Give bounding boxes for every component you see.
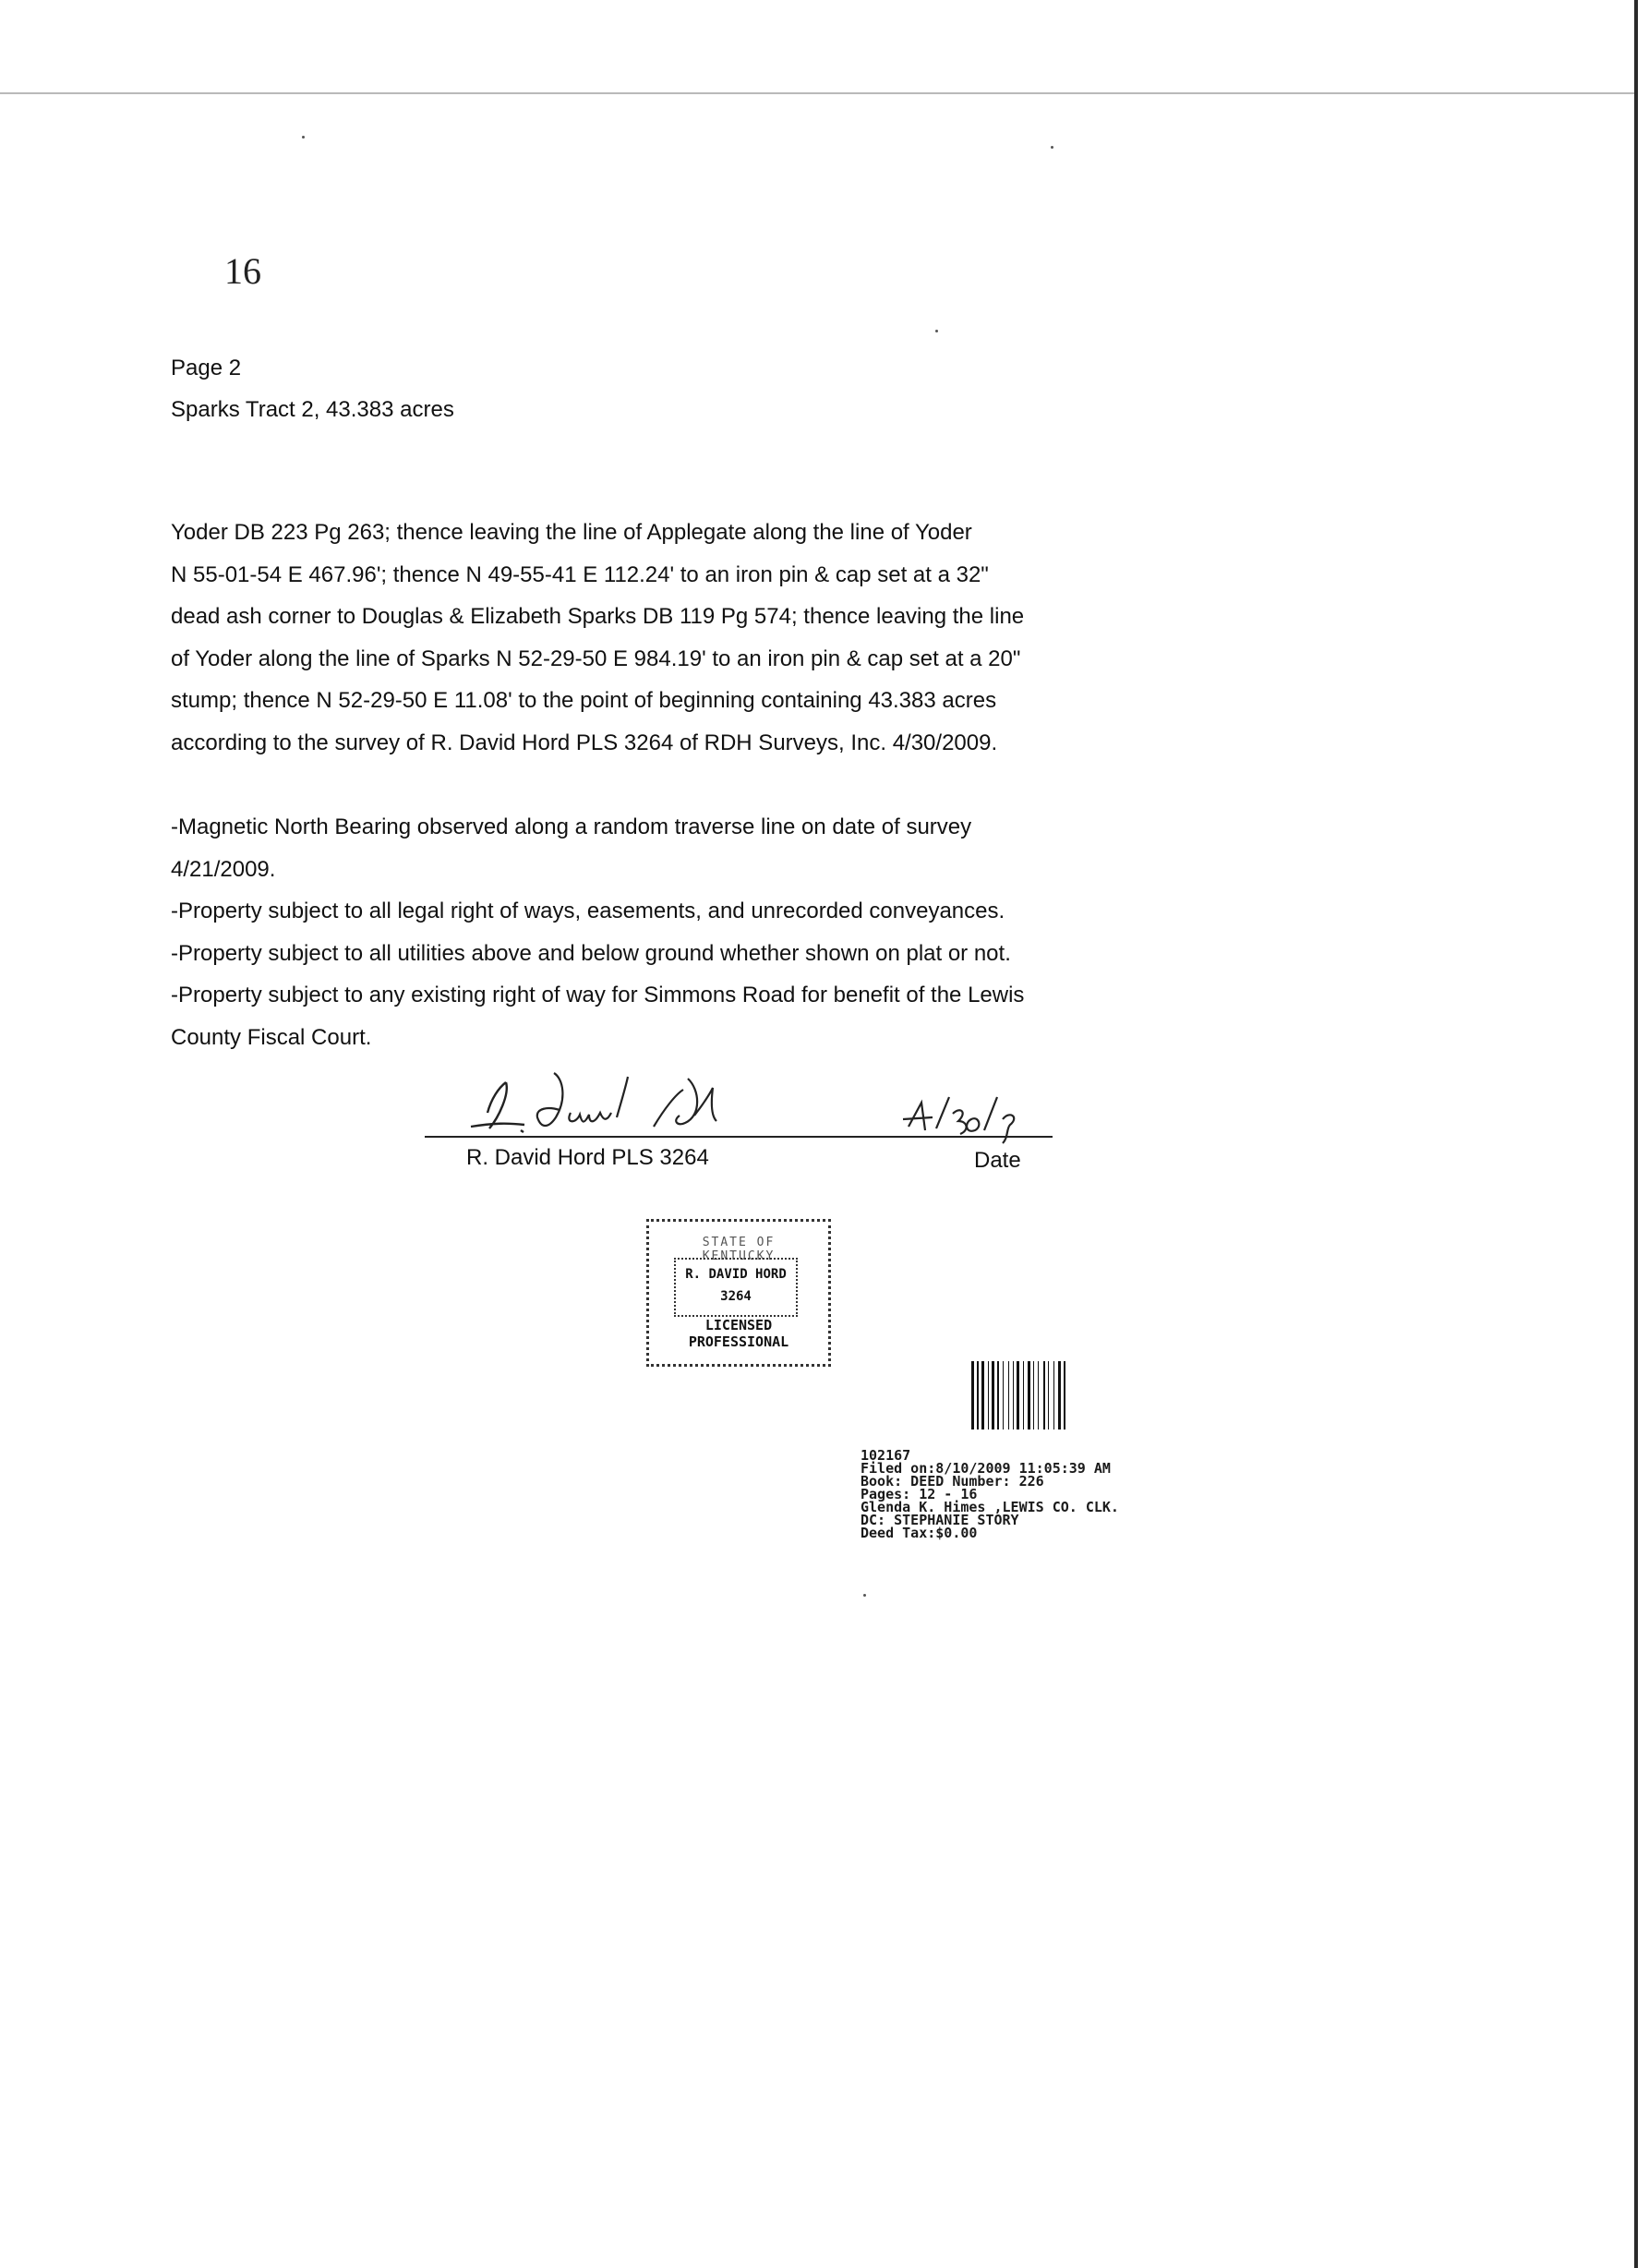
paragraph-line: according to the survey of R. David Hord PLS 3264 of RDH Surveys, Inc. 4/30/2009. [171, 730, 998, 755]
paragraph-line: dead ash corner to Douglas & Elizabeth Sparks DB 119 Pg 574; thence leaving the line [171, 604, 1025, 629]
recording-line: DC: STEPHANIE STORY [861, 1512, 1019, 1528]
note-line: -Property subject to any existing right of way for Simmons Road for benefit of the Lewis [171, 983, 1025, 1007]
paragraph-line: of Yoder along the line of Sparks N 52-29-50 E 984.19' to an iron pin & cap set at a 20" [171, 645, 1021, 671]
recording-line: Filed on:8/10/2009 11:05:39 AM [861, 1460, 1111, 1477]
scan-speck [863, 1594, 866, 1597]
scan-speck [935, 330, 938, 332]
recording-line: Book: DEED Number: 226 [861, 1473, 1044, 1490]
scan-speck [1051, 146, 1053, 149]
tract-title: Sparks Tract 2, 43.383 acres [171, 397, 454, 422]
scan-right-edge [1634, 0, 1638, 2268]
note-line: -Property subject to all legal right of ways, easements, and unrecorded conveyances. [171, 899, 1005, 923]
stamp-name: R. DAVID HORD [685, 1267, 787, 1282]
note-line: 4/21/2009. [171, 856, 276, 882]
scan-speck [302, 136, 305, 139]
note-line: -Property subject to all utilities above and below ground whether shown on plat or not. [171, 940, 1011, 966]
recording-line: 102167 [861, 1447, 911, 1464]
paragraph-line: Yoder DB 223 Pg 263; thence leaving the line of Applegate along the line of Yoder [171, 520, 972, 545]
stamp-state-text: STATE OF KENTUCKY [702, 1236, 776, 1263]
recording-barcode [969, 1361, 1108, 1430]
document-header [171, 347, 454, 430]
surveyor-seal-stamp [646, 1219, 831, 1367]
page-label: Page 2 [171, 356, 242, 380]
stamp-license-number: 3264 [720, 1289, 752, 1304]
stamp-inner-box [674, 1258, 798, 1317]
legal-description [171, 512, 1149, 764]
recording-line: Glenda K. Himes ,LEWIS CO. CLK. [861, 1499, 1119, 1515]
recording-line: Pages: 12 - 16 [861, 1486, 978, 1502]
scan-edge-line [0, 92, 1634, 94]
recording-stamp [861, 1449, 1119, 1539]
survey-notes [171, 806, 1149, 1058]
recording-line: Deed Tax:$0.00 [861, 1525, 978, 1541]
paragraph-line: stump; thence N 52-29-50 E 11.08' to the point of beginning containing 43.383 acres [171, 688, 997, 713]
stamp-licensed: LICENSED [704, 1317, 773, 1333]
handwritten-signature [452, 1062, 748, 1145]
stamp-professional: PROFESSIONAL [688, 1333, 789, 1350]
paragraph-line: N 55-01-54 E 467.96'; thence N 49-55-41 E 112.24' to an iron pin & cap set at a 32" [171, 561, 989, 587]
signer-name: R. David Hord PLS 3264 [466, 1145, 709, 1170]
note-line: -Magnetic North Bearing observed along a random traverse line on date of survey [171, 814, 972, 839]
date-label: Date [974, 1148, 1021, 1173]
signature-line [425, 1136, 1053, 1138]
note-line: County Fiscal Court. [171, 1024, 372, 1050]
page-number: 16 [224, 250, 261, 292]
